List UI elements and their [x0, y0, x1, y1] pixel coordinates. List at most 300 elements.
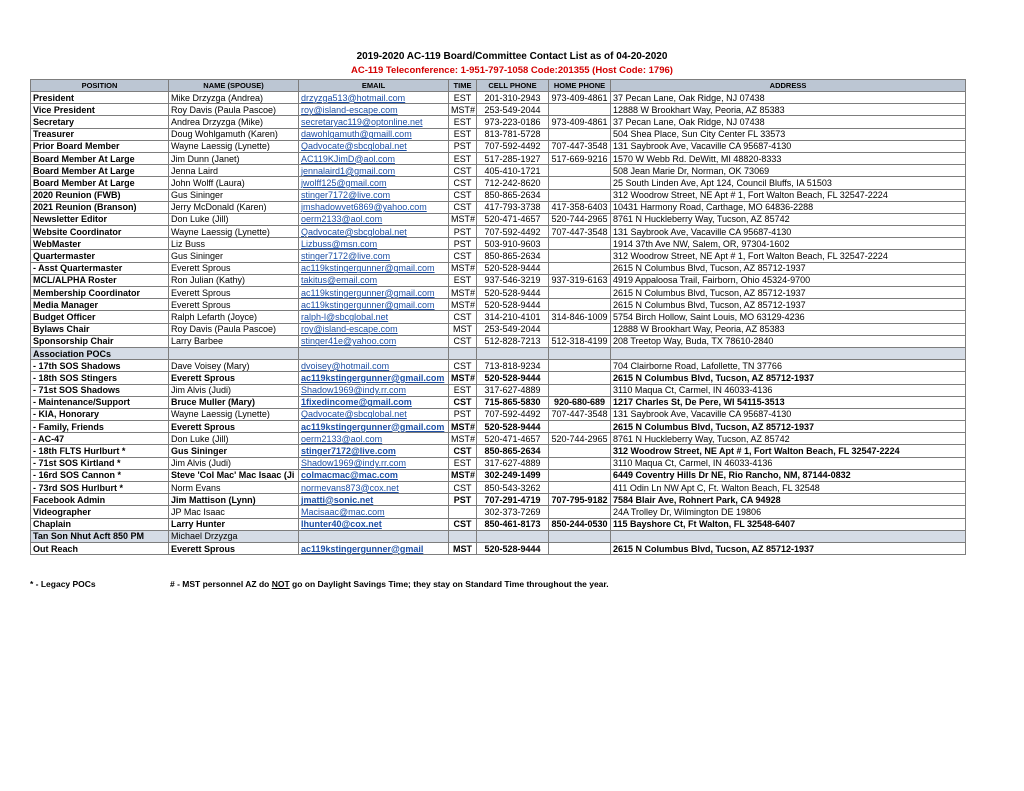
cell-time: MST#	[449, 433, 477, 445]
cell-address: 2615 N Columbus Blvd, Tucson, AZ 85712-1937	[611, 287, 966, 299]
cell-email[interactable]: Macisaac@mac.com	[299, 506, 449, 518]
cell-cell-phone	[477, 530, 549, 542]
cell-address: 37 Pecan Lane, Oak Ridge, NJ 07438	[611, 92, 966, 104]
cell-home-phone: 973-409-4861	[549, 116, 611, 128]
cell-email[interactable]: Shadow1969@indy.rr.com	[299, 384, 449, 396]
cell-position: Website Coordinator	[31, 226, 169, 238]
cell-time: MST	[449, 323, 477, 335]
cell-cell-phone: 850-543-3262	[477, 482, 549, 494]
cell-position: - Maintenance/Support	[31, 396, 169, 408]
cell-name: Larry Barbee	[169, 335, 299, 347]
table-row	[31, 384, 966, 396]
cell-name: Ron Julian (Kathy)	[169, 274, 299, 286]
table-row	[31, 396, 966, 408]
cell-position: Tan Son Nhut Acft 850 PM	[31, 530, 169, 542]
cell-position: Videographer	[31, 506, 169, 518]
cell-cell-phone: 707-592-4492	[477, 140, 549, 152]
cell-name: Jim Mattison (Lynn)	[169, 494, 299, 506]
cell-position: 2021 Reunion (Branson)	[31, 201, 169, 213]
cell-cell-phone: 850-865-2634	[477, 189, 549, 201]
cell-home-phone	[549, 530, 611, 542]
header-row	[31, 80, 966, 92]
cell-time: MST#	[449, 421, 477, 433]
cell-cell-phone: 973-223-0186	[477, 116, 549, 128]
table-row	[31, 457, 966, 469]
cell-position: - 16rd SOS Cannon *	[31, 469, 169, 481]
cell-home-phone	[549, 384, 611, 396]
cell-name: John Wolff (Laura)	[169, 177, 299, 189]
cell-time	[449, 530, 477, 542]
cell-home-phone	[549, 445, 611, 457]
table-row	[31, 433, 966, 445]
cell-name: Jenna Laird	[169, 165, 299, 177]
cell-position: President	[31, 92, 169, 104]
cell-time: EST	[449, 274, 477, 286]
cell-name: Jim Alvis (Judi)	[169, 457, 299, 469]
cell-email[interactable]: jennalaird1@gmail.com	[299, 165, 449, 177]
cell-cell-phone: 314-210-4101	[477, 311, 549, 323]
cell-email[interactable]: ac119kstingergunner@gmail.com	[299, 287, 449, 299]
cell-time: CST	[449, 165, 477, 177]
cell-name: Gus Sininger	[169, 250, 299, 262]
cell-position: - AC-47	[31, 433, 169, 445]
cell-name: Liz Buss	[169, 238, 299, 250]
cell-email[interactable]: jmatti@sonic.net	[299, 494, 449, 506]
cell-home-phone	[549, 262, 611, 274]
cell-position: - KIA, Honorary	[31, 408, 169, 420]
cell-cell-phone: 517-285-1927	[477, 152, 549, 164]
table-row	[31, 323, 966, 335]
cell-cell-phone: 712-242-8620	[477, 177, 549, 189]
cell-email[interactable]: ac119kstingergunner@gmail.com	[299, 262, 449, 274]
table-row	[31, 360, 966, 372]
cell-cell-phone: 317-627-4889	[477, 457, 549, 469]
cell-time: MST	[449, 542, 477, 554]
cell-name: Bruce Muller (Mary)	[169, 396, 299, 408]
cell-email[interactable]: roy@island-escape.com	[299, 323, 449, 335]
cell-email[interactable]: stinger7172@live.com	[299, 189, 449, 201]
cell-cell-phone: 520-528-9444	[477, 372, 549, 384]
cell-name: Dave Voisey (Mary)	[169, 360, 299, 372]
cell-address: 12888 W Brookhart Way, Peoria, AZ 85383	[611, 104, 966, 116]
cell-cell-phone: 503-910-9603	[477, 238, 549, 250]
cell-email[interactable]: ac119kstingergunner@gmail.com	[299, 421, 449, 433]
cell-email[interactable]: normevans873@cox.net	[299, 482, 449, 494]
cell-email[interactable]: oerm2133@aol.com	[299, 433, 449, 445]
cell-address: 2615 N Columbus Blvd, Tucson, AZ 85712-1937	[611, 262, 966, 274]
cell-email[interactable]: Qadvocate@sbcglobal.net	[299, 226, 449, 238]
cell-time	[449, 506, 477, 518]
mst-footnote-text: # - MST personnel AZ do	[170, 579, 272, 589]
cell-time: MST#	[449, 372, 477, 384]
cell-home-phone: 850-244-0530	[549, 518, 611, 530]
cell-time: EST	[449, 384, 477, 396]
cell-position: Budget Officer	[31, 311, 169, 323]
cell-time: PST	[449, 408, 477, 420]
cell-email	[299, 347, 449, 359]
cell-name: Roy Davis (Paula Pascoe)	[169, 104, 299, 116]
cell-email[interactable]: oerm2133@aol.com	[299, 213, 449, 225]
cell-time: CST	[449, 482, 477, 494]
cell-time: PST	[449, 226, 477, 238]
cell-home-phone: 937-319-6163	[549, 274, 611, 286]
cell-name: Doug Wohlgamuth (Karen)	[169, 128, 299, 140]
cell-home-phone: 707-447-3548	[549, 140, 611, 152]
cell-address: 115 Bayshore Ct, Ft Walton, FL 32548-6407	[611, 518, 966, 530]
cell-time: EST	[449, 116, 477, 128]
cell-cell-phone: 201-310-2943	[477, 92, 549, 104]
cell-address: 131 Saybrook Ave, Vacaville CA 95687-4130	[611, 408, 966, 420]
cell-address: 312 Woodrow Street, NE Apt # 1, Fort Walton Beach, FL 32547-2224	[611, 189, 966, 201]
table-row	[31, 408, 966, 420]
cell-home-phone	[549, 360, 611, 372]
header-home-phone: HOME PHONE	[549, 80, 611, 92]
cell-name: Roy Davis (Paula Pascoe)	[169, 323, 299, 335]
cell-name: Norm Evans	[169, 482, 299, 494]
cell-time: MST#	[449, 262, 477, 274]
table-row	[31, 335, 966, 347]
mst-footnote-text-end: go on Daylight Savings Time; they stay on Standard Time throughout the year.	[289, 579, 609, 589]
cell-position: MCL/ALPHA Roster	[31, 274, 169, 286]
cell-home-phone	[549, 250, 611, 262]
cell-position: Newsletter Editor	[31, 213, 169, 225]
cell-address: 10431 Harmony Road, Carthage, MO 64836-2288	[611, 201, 966, 213]
cell-position: - 71st SOS Shadows	[31, 384, 169, 396]
cell-home-phone: 973-409-4861	[549, 92, 611, 104]
cell-email[interactable]: Lizbuss@msn.com	[299, 238, 449, 250]
table-row	[31, 92, 966, 104]
table-row	[31, 213, 966, 225]
cell-cell-phone: 520-471-4657	[477, 433, 549, 445]
cell-position: Secretary	[31, 116, 169, 128]
cell-cell-phone: 317-627-4889	[477, 384, 549, 396]
cell-time: PST	[449, 238, 477, 250]
header-time: TIME	[449, 80, 477, 92]
cell-address: 312 Woodrow Street, NE Apt # 1, Fort Walton Beach, FL 32547-2224	[611, 250, 966, 262]
cell-address: 24A Trolley Dr, Wilmington DE 19806	[611, 506, 966, 518]
cell-address: 8761 N Huckleberry Way, Tucson, AZ 85742	[611, 433, 966, 445]
table-row	[31, 506, 966, 518]
cell-email[interactable]: lhunter40@cox.net	[299, 518, 449, 530]
cell-address: 312 Woodrow Street, NE Apt # 1, Fort Walton Beach, FL 32547-2224	[611, 445, 966, 457]
cell-email[interactable]: colmacmac@mac.com	[299, 469, 449, 481]
cell-cell-phone: 520-528-9444	[477, 421, 549, 433]
cell-name: Everett Sprous	[169, 299, 299, 311]
cell-email[interactable]: jwolff125@gmail.com	[299, 177, 449, 189]
table-row	[31, 250, 966, 262]
table-row	[31, 542, 966, 554]
cell-position: Media Manager	[31, 299, 169, 311]
cell-address: 5754 Birch Hollow, Saint Louis, MO 63129-4236	[611, 311, 966, 323]
cell-cell-phone: 937-546-3219	[477, 274, 549, 286]
cell-position: 2020 Reunion (FWB)	[31, 189, 169, 201]
cell-name: Michael Drzyzga	[169, 530, 299, 542]
cell-home-phone	[549, 165, 611, 177]
header-cell-phone: CELL PHONE	[477, 80, 549, 92]
table-row	[31, 445, 966, 457]
header-position: POSITION	[31, 80, 169, 92]
cell-time: CST	[449, 445, 477, 457]
cell-position: Association POCs	[31, 347, 169, 359]
table-row	[31, 421, 966, 433]
cell-home-phone	[549, 506, 611, 518]
cell-home-phone: 314-846-1009	[549, 311, 611, 323]
cell-cell-phone: 253-549-2044	[477, 104, 549, 116]
cell-address	[611, 530, 966, 542]
cell-cell-phone: 850-865-2634	[477, 445, 549, 457]
cell-home-phone: 512-318-4199	[549, 335, 611, 347]
cell-position: Bylaws Chair	[31, 323, 169, 335]
teleconference-info: AC-119 Teleconference: 1-951-797-1058 Code:201355 (Host Code: 1796)	[351, 65, 673, 76]
cell-address: 131 Saybrook Ave, Vacaville CA 95687-4130	[611, 140, 966, 152]
cell-name: Wayne Laessig (Lynette)	[169, 140, 299, 152]
cell-cell-phone	[477, 347, 549, 359]
cell-home-phone	[549, 542, 611, 554]
cell-name: Everett Sprous	[169, 372, 299, 384]
cell-name: Gus Sininger	[169, 445, 299, 457]
cell-address: 704 Clairborne Road, Lafollette, TN 37766	[611, 360, 966, 372]
cell-cell-phone: 417-793-3738	[477, 201, 549, 213]
cell-home-phone: 707-447-3548	[549, 408, 611, 420]
table-row	[31, 165, 966, 177]
cell-position: Treasurer	[31, 128, 169, 140]
cell-cell-phone: 253-549-2044	[477, 323, 549, 335]
cell-position: - 71st SOS Kirtland *	[31, 457, 169, 469]
cell-cell-phone: 512-828-7213	[477, 335, 549, 347]
cell-position: WebMaster	[31, 238, 169, 250]
cell-email[interactable]: Shadow1969@indy.rr.com	[299, 457, 449, 469]
cell-time: CST	[449, 189, 477, 201]
cell-address: 2615 N Columbus Blvd, Tucson, AZ 85712-1937	[611, 299, 966, 311]
cell-email[interactable]: Qadvocate@sbcglobal.net	[299, 408, 449, 420]
table-row	[31, 152, 966, 164]
table-row	[31, 482, 966, 494]
cell-email[interactable]: stinger41e@yahoo.com	[299, 335, 449, 347]
cell-name: Jim Alvis (Judi)	[169, 384, 299, 396]
cell-email[interactable]: ac119kstingergunner@gmail.com	[299, 372, 449, 384]
cell-name: Wayne Laessig (Lynette)	[169, 408, 299, 420]
cell-name: Don Luke (Jill)	[169, 433, 299, 445]
cell-home-phone: 520-744-2965	[549, 213, 611, 225]
cell-time: MST#	[449, 104, 477, 116]
cell-position: Board Member At Large	[31, 152, 169, 164]
cell-cell-phone: 813-781-5728	[477, 128, 549, 140]
cell-address: 12888 W Brookhart Way, Peoria, AZ 85383	[611, 323, 966, 335]
cell-email[interactable]: secretaryac119@optonline.net	[299, 116, 449, 128]
table-row	[31, 311, 966, 323]
table-row	[31, 128, 966, 140]
header-email: EMAIL	[299, 80, 449, 92]
cell-email[interactable]: takitus@email.com	[299, 274, 449, 286]
cell-time: EST	[449, 152, 477, 164]
table-row	[31, 140, 966, 152]
header-address: ADDRESS	[611, 80, 966, 92]
cell-home-phone	[549, 299, 611, 311]
table-row	[31, 347, 966, 359]
cell-name: Everett Sprous	[169, 262, 299, 274]
cell-cell-phone: 713-818-9234	[477, 360, 549, 372]
cell-position: Prior Board Member	[31, 140, 169, 152]
cell-home-phone	[549, 177, 611, 189]
cell-cell-phone: 707-592-4492	[477, 408, 549, 420]
cell-address: 1914 37th Ave NW, Salem, OR, 97304-1602	[611, 238, 966, 250]
table-row	[31, 494, 966, 506]
cell-address: 411 Odin Ln NW Apt C, Ft. Walton Beach, FL 32548	[611, 482, 966, 494]
cell-time: EST	[449, 457, 477, 469]
table-row	[31, 299, 966, 311]
cell-email[interactable]: ac119kstingergunner@gmail	[299, 542, 449, 554]
cell-time: MST#	[449, 287, 477, 299]
cell-time	[449, 347, 477, 359]
cell-position: Board Member At Large	[31, 177, 169, 189]
cell-home-phone	[549, 482, 611, 494]
cell-address: 6449 Coventry Hills Dr NE, Rio Rancho, NM, 87144-0832	[611, 469, 966, 481]
table-row	[31, 201, 966, 213]
cell-email[interactable]: ac119kstingergunner@gmail.com	[299, 299, 449, 311]
cell-address: 1570 W Webb Rd. DeWitt, MI 48820-8333	[611, 152, 966, 164]
cell-email[interactable]: drzyzga513@hotmail.com	[299, 92, 449, 104]
cell-home-phone: 517-669-9216	[549, 152, 611, 164]
cell-address: 3110 Maqua Ct, Carmel, IN 46033-4136	[611, 384, 966, 396]
cell-time: CST	[449, 396, 477, 408]
table-row	[31, 262, 966, 274]
cell-position: - Asst Quartermaster	[31, 262, 169, 274]
table-row	[31, 372, 966, 384]
cell-email[interactable]: ralph-l@sbcglobal.net	[299, 311, 449, 323]
cell-position: Chaplain	[31, 518, 169, 530]
cell-home-phone	[549, 347, 611, 359]
cell-address: 4919 Appaloosa Trail, Fairborn, Ohio 45324-9700	[611, 274, 966, 286]
cell-email[interactable]: stinger7172@live.com	[299, 250, 449, 262]
cell-address: 8761 N Huckleberry Way, Tucson, AZ 85742	[611, 213, 966, 225]
cell-time: PST	[449, 494, 477, 506]
cell-name: Don Luke (Jill)	[169, 213, 299, 225]
table-row	[31, 226, 966, 238]
cell-time: CST	[449, 177, 477, 189]
cell-email[interactable]: roy@island-escape.com	[299, 104, 449, 116]
table-row	[31, 104, 966, 116]
cell-address: 3110 Maqua Ct, Carmel, IN 46033-4136	[611, 457, 966, 469]
cell-cell-phone: 850-461-8173	[477, 518, 549, 530]
table-row	[31, 177, 966, 189]
cell-cell-phone: 520-528-9444	[477, 287, 549, 299]
cell-email[interactable]: Qadvocate@sbcglobal.net	[299, 140, 449, 152]
cell-name: Gus Sininger	[169, 189, 299, 201]
table-row	[31, 287, 966, 299]
table-row	[31, 518, 966, 530]
cell-name: Mike Drzyzga (Andrea)	[169, 92, 299, 104]
cell-address: 1217 Charles St, De Pere, WI 54115-3513	[611, 396, 966, 408]
table-row	[31, 530, 966, 542]
cell-home-phone	[549, 128, 611, 140]
cell-address: 2615 N Columbus Blvd, Tucson, AZ 85712-1937	[611, 372, 966, 384]
cell-email[interactable]: dawohlgamuth@gmaill.com	[299, 128, 449, 140]
cell-home-phone	[549, 421, 611, 433]
cell-time: CST	[449, 250, 477, 262]
cell-home-phone	[549, 469, 611, 481]
cell-address: 25 South Linden Ave, Apt 124, Council Bluffs, IA 51503	[611, 177, 966, 189]
cell-time: CST	[449, 518, 477, 530]
cell-name: Jerry McDonald (Karen)	[169, 201, 299, 213]
contact-table	[30, 79, 966, 555]
cell-name	[169, 347, 299, 359]
cell-position: Sponsorship Chair	[31, 335, 169, 347]
cell-email[interactable]: dvoisey@hotmail.com	[299, 360, 449, 372]
cell-time: CST	[449, 360, 477, 372]
cell-time: CST	[449, 311, 477, 323]
cell-address: 504 Shea Place, Sun City Center FL 33573	[611, 128, 966, 140]
cell-cell-phone: 520-471-4657	[477, 213, 549, 225]
cell-name: Everett Sprous	[169, 421, 299, 433]
cell-home-phone	[549, 457, 611, 469]
cell-time: PST	[449, 140, 477, 152]
cell-email[interactable]: jmshadowvet6869@yahoo.com	[299, 201, 449, 213]
cell-email[interactable]: 1fixedincome@gmail.com	[299, 396, 449, 408]
document-title: 2019-2020 AC-119 Board/Committee Contact List as of 04-20-2020	[356, 51, 668, 62]
header-name: NAME (SPOUSE)	[169, 80, 299, 92]
cell-position: - 73rd SOS Hurlburt *	[31, 482, 169, 494]
cell-position: - 18th SOS Stingers	[31, 372, 169, 384]
cell-position: Board Member At Large	[31, 165, 169, 177]
cell-cell-phone: 302-249-1499	[477, 469, 549, 481]
cell-home-phone: 920-680-689	[549, 396, 611, 408]
mst-footnote-emphasis: NOT	[271, 579, 290, 589]
cell-position: - 17th SOS Shadows	[31, 360, 169, 372]
cell-address: 131 Saybrook Ave, Vacaville CA 95687-4130	[611, 226, 966, 238]
cell-name: JP Mac Isaac	[169, 506, 299, 518]
cell-address: 208 Treetop Way, Buda, TX 78610-2840	[611, 335, 966, 347]
cell-position: Quartermaster	[31, 250, 169, 262]
cell-cell-phone: 850-865-2634	[477, 250, 549, 262]
cell-position: Facebook Admin	[31, 494, 169, 506]
table-row	[31, 274, 966, 286]
table-row	[31, 469, 966, 481]
cell-home-phone	[549, 189, 611, 201]
cell-position: Vice President	[31, 104, 169, 116]
cell-home-phone: 707-795-9182	[549, 494, 611, 506]
cell-home-phone	[549, 323, 611, 335]
cell-address: 508 Jean Marie Dr, Norman, OK 73069	[611, 165, 966, 177]
cell-cell-phone: 520-528-9444	[477, 542, 549, 554]
cell-cell-phone: 707-592-4492	[477, 226, 549, 238]
cell-home-phone	[549, 238, 611, 250]
cell-time: EST	[449, 128, 477, 140]
cell-position: Membership Coordinator	[31, 287, 169, 299]
cell-name: Wayne Laessig (Lynette)	[169, 226, 299, 238]
cell-home-phone	[549, 104, 611, 116]
cell-address: 2615 N Columbus Blvd, Tucson, AZ 85712-1937	[611, 421, 966, 433]
cell-cell-phone: 707-291-4719	[477, 494, 549, 506]
cell-address	[611, 347, 966, 359]
cell-home-phone: 520-744-2965	[549, 433, 611, 445]
cell-name: Larry Hunter	[169, 518, 299, 530]
cell-address: 2615 N Columbus Blvd, Tucson, AZ 85712-1937	[611, 542, 966, 554]
cell-time: MST#	[449, 299, 477, 311]
cell-time: CST	[449, 335, 477, 347]
cell-home-phone: 417-358-6403	[549, 201, 611, 213]
cell-home-phone: 707-447-3548	[549, 226, 611, 238]
cell-name: Everett Sprous	[169, 542, 299, 554]
cell-email[interactable]: stinger7172@live.com	[299, 445, 449, 457]
cell-name: Everett Sprous	[169, 287, 299, 299]
cell-cell-phone: 302-373-7269	[477, 506, 549, 518]
cell-email[interactable]: AC119KJimD@aol.com	[299, 152, 449, 164]
cell-position: - Family, Friends	[31, 421, 169, 433]
cell-time: MST#	[449, 469, 477, 481]
cell-time: EST	[449, 92, 477, 104]
cell-cell-phone: 405-410-1721	[477, 165, 549, 177]
legacy-footnote: * - Legacy POCs	[30, 579, 96, 589]
